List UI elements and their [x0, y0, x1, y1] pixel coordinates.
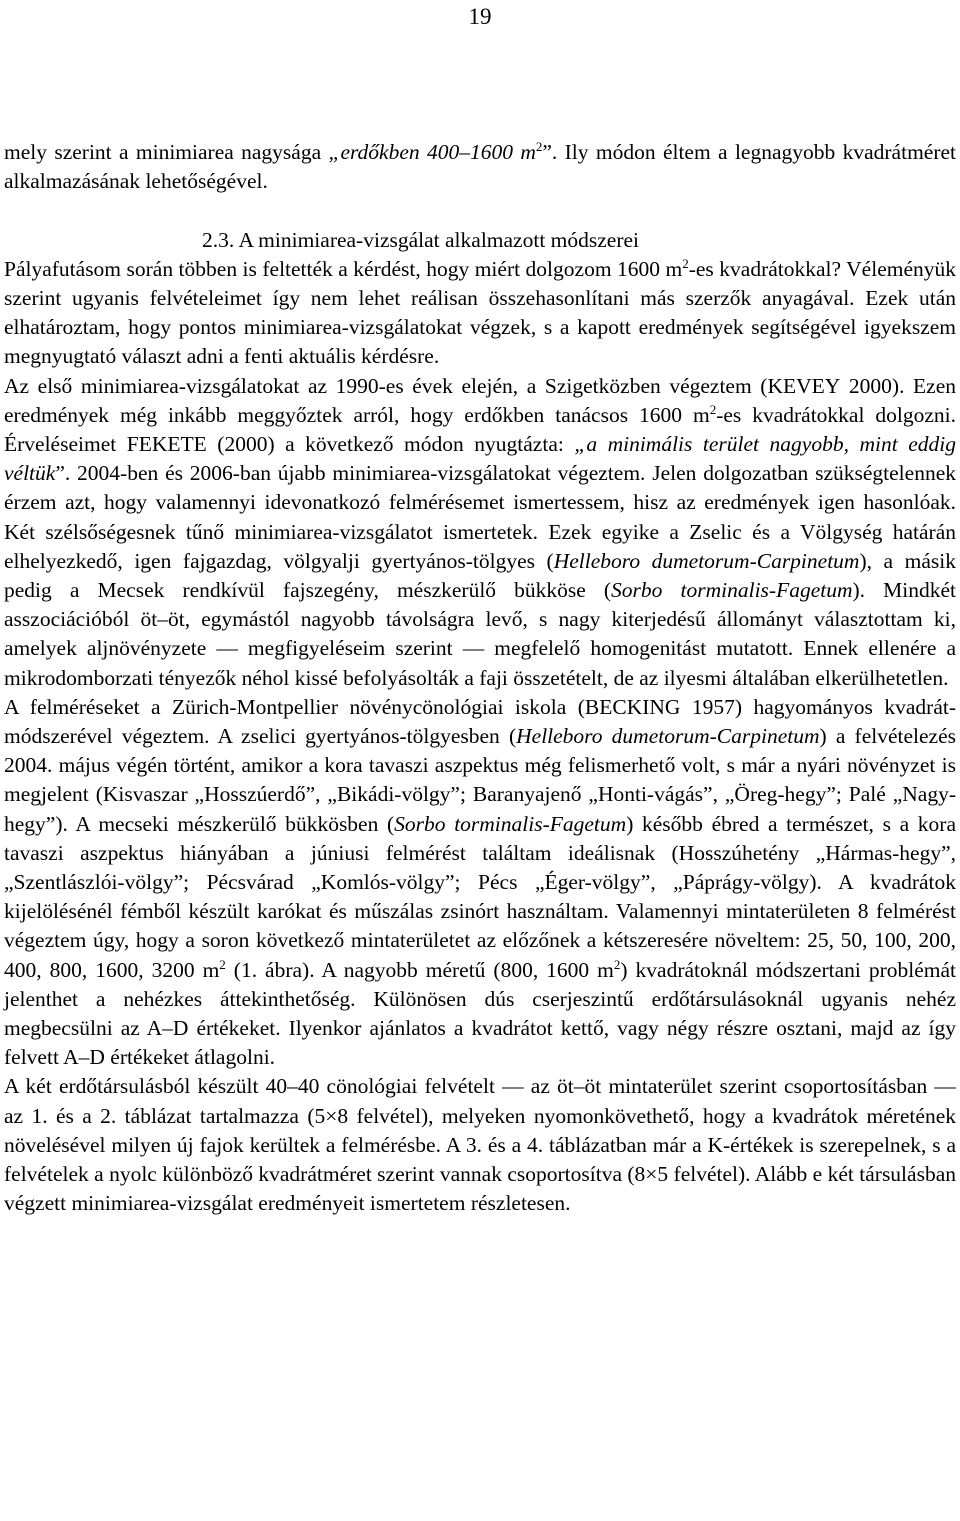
- page-number: 19: [468, 4, 492, 29]
- quote-italic: „a minimális terület nagyobb, mint eddig véltük: [4, 432, 956, 486]
- text-span: . Ily módon éltem a legnagyobb kvadrátméret alkalmazásának lehetőségével.: [4, 140, 957, 194]
- text-span: A felméréseket a Zürich-Montpellier növénycönológiai iskola (B: [4, 694, 600, 719]
- paragraph-methods: [4, 693, 956, 1073]
- author-smallcaps: EKETE: [138, 432, 207, 457]
- text-span: ”. 2004-ben és 2006-ban újabb minimiarea-vizsgálatokat végeztem. Jelen dolgozatban szükségtelennek érzem azt, hogy valamennyi idevonatkozó felmérésemet ismertessem, hisz az eredmények igen hasonlóak. Két szélsőségesnek tűnő minimiarea-vizsgálatot ismertetek. Ezek egyike a Zselic és a Völgység határán elhelyezkedő, igen fajgazdag, völgyalji gyertyános-tölgyes (: [4, 461, 956, 573]
- text-span: (2000) a következő módon nyugtázta:: [206, 432, 575, 457]
- paragraph-tables: A két erdőtársulásból készült 40–40 cönológiai felvételt — az öt–öt mintaterület szerint csoportosításban — az 1. és a 2. táblázat tartalmazza (5×8 felvétel), melyeken nyomonkövethető, hogy a kvadrátok méretének növelésével milyen új fajok kerültek a felmérésbe. A 3. és a 4. táblázatban már a K-értékek is szerepelnek, s a felvételek a nyolc különböző kvadrátméret szerint vannak csoportosítva (8×5 felvétel). Alább e két társulásban végzett minimiarea-vizsgálat eredményeit ismertetem részletesen.: [4, 1074, 956, 1216]
- species-italic: Helleboro dumetorum-Carpinetum: [553, 548, 860, 573]
- species-italic: Sorbo torminalis-Fagetum: [611, 578, 853, 603]
- superscript: 2: [682, 255, 689, 271]
- page-body: [4, 138, 956, 1219]
- quote-italic: „erdőkben 400–1600 m: [328, 140, 536, 164]
- author-smallcaps: ECKING: [599, 694, 681, 719]
- author-smallcaps: EVEY: [782, 373, 841, 398]
- paragraph-studies: [4, 372, 956, 693]
- section-heading: 2.3. A minimiarea-vizsgálat alkalmazott módszerei: [202, 227, 640, 252]
- text-span: ) később ébred a természet, s a kora tavaszi aszpektus hiányában a júniusi felmérést találtam ideálisnak (Hosszúhetény „Hármas-hegy”, „Szentlászlói-völgy”; Pécsvárad „Komlós-völgy”; Pécs „Éger-völgy”, „Páprágy-völgy). A kvadrátok kijelölésénél fémből készült karókat és műszálas zsinórt használtam. Valamennyi mintaterületen 8 felmérést végeztem úgy, hogy a soron következő mintaterületet az előzőnek a kétszeresére növeltem: 25, 50, 100, 200, 400, 800, 1600, 3200 m: [4, 811, 956, 982]
- superscript: 2: [709, 401, 717, 417]
- species-italic: Sorbo torminalis-Fagetum: [394, 811, 627, 836]
- text-span: 2000). Ezen eredmények még inkább meggyőztek arról, hogy erdőkben tanácsos 1600 m: [4, 373, 956, 427]
- superscript: 2: [535, 139, 543, 154]
- superscript: 2: [613, 956, 621, 972]
- text-span: (1. ábra). A nagyobb méretű (800, 1600 m: [225, 957, 614, 982]
- text-span: 1957) hagyományos kvadrát-módszerével végeztem. A zselici gyertyános-tölgyesben (: [4, 694, 956, 749]
- text-span: -es kvadrátokkal? Véleményük szerint ugyanis felvételeimet így nem lehet reálisan összehasonlítani más szerzők anyagával. Ezek után elhatároztam, hogy pontos minimiarea-vizsgálatokat végzek, s a kapott eredmények segítségével igyekszem megnyugtató választ adni a fenti aktuális kérdésre.: [4, 256, 956, 369]
- species-italic: Helleboro dumetorum-Carpinetum: [516, 724, 820, 749]
- text-span: Pályafutásom során többen is feltették a kérdést, hogy miért dolgozom 1600 m: [4, 256, 683, 281]
- text-span: Az első minimiarea-vizsgálatokat az 1990-es évek elején, a Szigetközben végeztem (K: [4, 373, 783, 398]
- superscript: 2: [219, 956, 226, 972]
- paragraph-motivation: [4, 255, 956, 372]
- text-span: ”: [542, 140, 552, 164]
- text-span: ) a felvételezés 2004. május végén történt, amikor a kora tavaszi aszpektus még felismerhető volt, s már a nyári növényzet is megjelent (Kisvaszar „Hosszúerdő”, „Bikádi-völgy”; Baranyajenő „Honti-vágás”, „Öreg-hegy”; Palé „Nagy-hegy”). A mecseki mészkerülő bükkösben (: [4, 724, 956, 836]
- text-span: -es kvadrátokkal dolgozni. Érveléseimet F: [4, 402, 956, 457]
- paragraph-intro: [4, 138, 956, 196]
- text-span: ) kvadrátoknál módszertani problémát jelenthet a nehézkes áttekinthetőség. Különösen dús cserjeszintű erdőtársulásoknál ugyanis nehéz megbecsülni az A–D értékeket. Ilyenkor ajánlatos a kvadrátot kettő, vagy négy részre osztani, majd az így felvett A–D értékeket átlagolni.: [4, 957, 956, 1070]
- text-span: ). Mindkét asszociációból öt–öt, egymástól nagyobb távolságra levő, s nagy kiterjedésű állományt választottam ki, amelyek aljnövényzete — megfigyeléseim szerint — megfelelő homogenitást mutatott. Ennek ellenére a mikrodomborzati tényezők néhol kissé befolyásolták a faji összetételt, de az ilyesmi általában elkerülhetetlen.: [4, 578, 956, 690]
- text-span: ), a másik pedig a Mecsek rendkívül fajszegény, mészkerülő bükköse (: [4, 548, 956, 603]
- text-span: mely szerint a minimiarea nagysága: [4, 140, 329, 164]
